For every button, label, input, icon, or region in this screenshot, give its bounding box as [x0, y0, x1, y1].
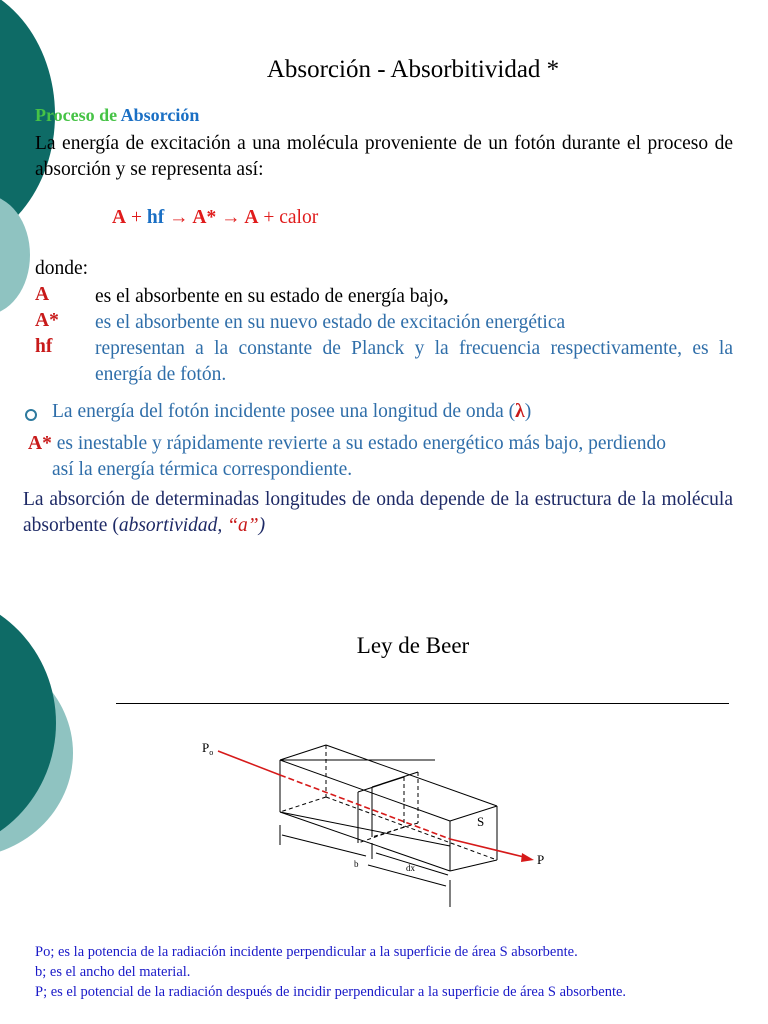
- intro-paragraph: La energía de excitación a una molécula proveniente de un fotón durante el proceso de absorción y se representa así:: [35, 133, 733, 180]
- absorptivity-text: La absorción de determinadas longitudes de onda depende de la estructura de la molécula absorbente (: [23, 489, 733, 536]
- label-po: $P_o$: [202, 740, 214, 757]
- label-dx: dx: [406, 863, 415, 873]
- absorptivity-close: ): [258, 515, 266, 536]
- eq-a2: A: [244, 207, 259, 228]
- eq-astar: A*: [192, 207, 217, 228]
- unstable-line2: así la energía térmica correspondiente.: [52, 459, 353, 480]
- beer-law-diagram: [190, 725, 570, 915]
- horizontal-divider: [116, 703, 729, 704]
- section-heading-part1: Proceso de: [35, 105, 121, 125]
- wavelength-close: ): [524, 401, 532, 422]
- decorative-circle-light-top: [0, 195, 30, 315]
- unstable-lead: A*: [28, 433, 52, 454]
- note-b: b; es el ancho del material.: [35, 964, 191, 980]
- label-s: S: [477, 814, 485, 829]
- notes-block: [35, 942, 727, 1002]
- unstable-line1: es inestable y rápidamente revierte a su estado energético más bajo, perdiendo: [51, 433, 667, 454]
- absorptivity-a: “a”: [227, 515, 259, 536]
- bullet-circle-icon: [25, 409, 37, 421]
- def-term-astar: A*: [35, 310, 59, 331]
- beer-law-title: Ley de Beer: [356, 633, 470, 658]
- def-text-astar: es el absorbente en su nuevo estado de excitación energética: [95, 312, 566, 333]
- cuvette-box: [280, 745, 497, 871]
- incident-beam: [218, 751, 280, 775]
- section-heading: [35, 105, 199, 126]
- donde-label: donde:: [35, 258, 89, 279]
- eq-plus1: +: [126, 207, 147, 228]
- note-po: Po; es la potencia de la radiación incidente perpendicular a la superficie de área S absorbente.: [35, 944, 578, 960]
- def-term-hf: hf: [35, 336, 53, 357]
- absorptivity-italic: absortividad,: [118, 515, 228, 536]
- wavelength-text: La energía del fotón incidente posee una longitud de onda (: [52, 401, 516, 422]
- eq-heat: calor: [279, 207, 319, 228]
- eq-arrow1: →: [164, 207, 193, 228]
- absorption-equation: [112, 207, 318, 229]
- eq-arrow2: →: [216, 207, 245, 228]
- page-title: Absorción - Absorbitividad *: [266, 56, 560, 83]
- dimension-lines: [280, 825, 450, 907]
- eq-plus2: +: [258, 207, 280, 228]
- lambda-symbol: λ: [515, 401, 525, 422]
- def-text-hf: representan a la constante de Planck y la frecuencia respectivamente, es la energía de fotón.: [95, 338, 733, 385]
- transmitted-beam: [450, 839, 528, 858]
- beam-arrowhead-icon: [521, 853, 534, 862]
- def-term-a: A: [35, 284, 50, 305]
- eq-a: A: [112, 207, 127, 228]
- section-heading-part2: Absorción: [120, 105, 200, 125]
- eq-hf: hf: [146, 207, 165, 228]
- label-b: b: [354, 859, 359, 869]
- note-p: P; es el potencial de la radiación después de incidir perpendicular a la superficie de área S absorbente.: [35, 984, 627, 1000]
- label-p: P: [537, 852, 545, 867]
- unstable-paragraph: [28, 431, 733, 483]
- absorptivity-paragraph: [23, 487, 733, 539]
- wavelength-line: [52, 401, 531, 423]
- def-text-a: [95, 284, 733, 310]
- def-text-a-body: es el absorbente en su estado de energía bajo: [95, 286, 444, 307]
- def-text-a-suffix: ,: [443, 286, 449, 307]
